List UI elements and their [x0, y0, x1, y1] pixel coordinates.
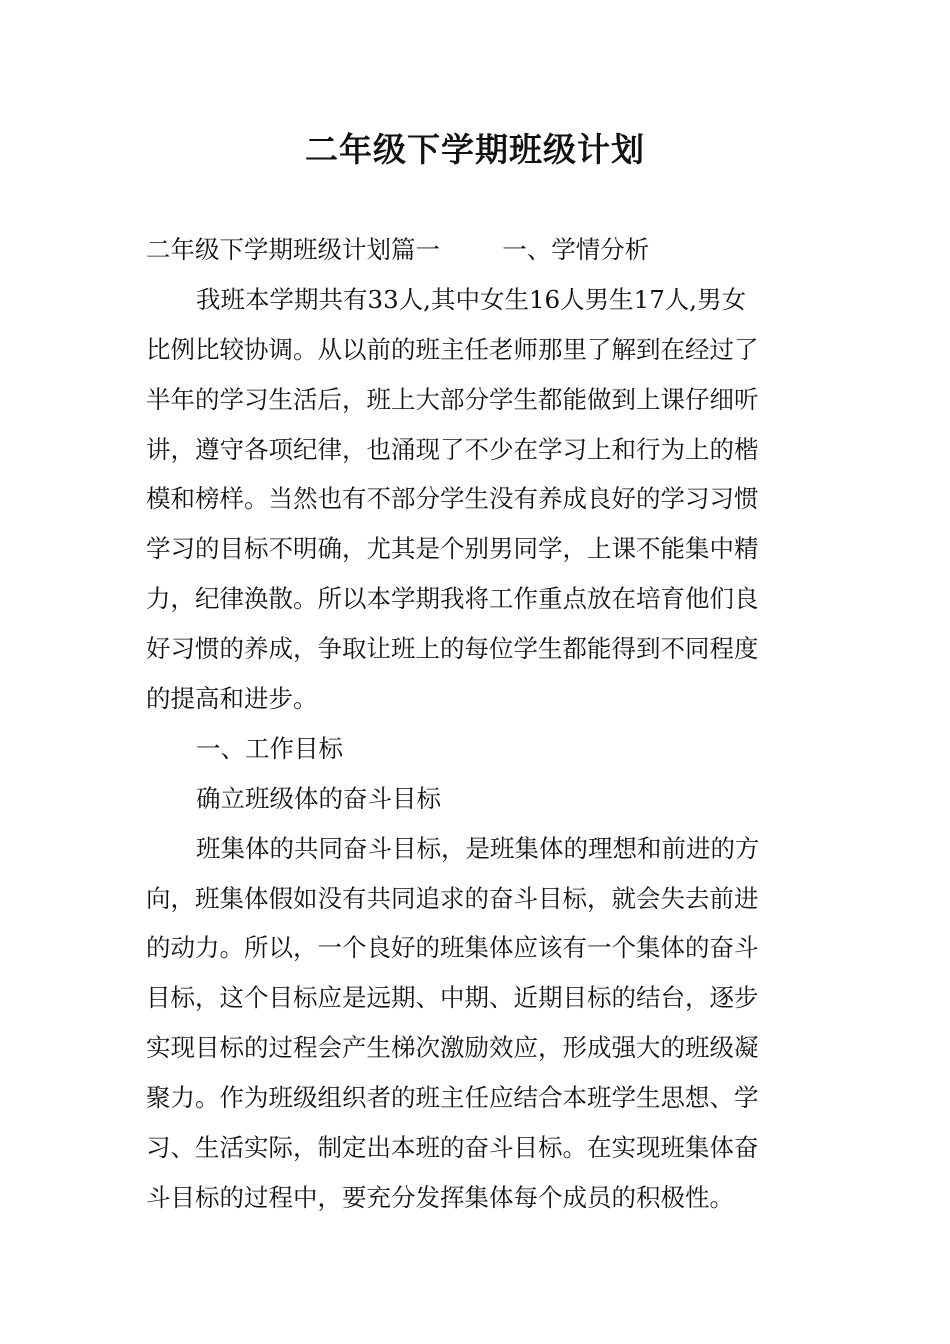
body-line: 二年级下学期班级计划篇一 一、学情分析: [146, 235, 650, 264]
body-line: 班集体的共同奋斗目标，是班集体的理想和前进的方: [196, 833, 760, 863]
body-line: 斗目标的过程中，要充分发挥集体每个成员的积极性。: [146, 1182, 734, 1212]
body-line: 习、生活实际，制定出本班的奋斗目标。在实现班集体奋: [146, 1133, 759, 1163]
body-line: 比例比较协调。从以前的班主任老师那里了解到在经过了: [146, 334, 759, 364]
body-line: 实现目标的过程会产生梯次激励效应，形成强大的班级凝: [146, 1033, 759, 1063]
body-line: 一、工作目标: [196, 733, 343, 763]
body-line: 的动力。所以，一个良好的班集体应该有一个集体的奋斗: [146, 933, 759, 963]
body-line: 我班本学期共有33人,其中女生16人男生17人,男女: [196, 284, 747, 314]
body-line: 好习惯的养成，争取让班上的每位学生都能得到不同程度: [146, 634, 759, 664]
body-line: 的提高和进步。: [146, 684, 318, 714]
document-body: [146, 225, 810, 1223]
body-line: 确立班级体的奋斗目标: [196, 783, 441, 813]
body-line: 模和榜样。当然也有不部分学生没有养成良好的学习习惯: [146, 484, 759, 514]
document-title: 二年级下学期班级计划: [305, 130, 645, 169]
body-line: 学习的目标不明确，尤其是个别男同学，上课不能集中精: [146, 534, 759, 564]
body-line: 半年的学习生活后，班上大部分学生都能做到上课仔细听: [146, 384, 759, 414]
body-line: 向，班集体假如没有共同追求的奋斗目标，就会失去前进: [146, 883, 759, 913]
body-line: 聚力。作为班级组织者的班主任应结合本班学生思想、学: [146, 1083, 759, 1113]
body-line: 目标，这个目标应是远期、中期、近期目标的结台，逐步: [146, 983, 759, 1013]
body-line: 力，纪律涣散。所以本学期我将工作重点放在培育他们良: [146, 584, 759, 614]
body-line: 讲，遵守各项纪律，也涌现了不少在学习上和行为上的楷: [146, 434, 759, 464]
